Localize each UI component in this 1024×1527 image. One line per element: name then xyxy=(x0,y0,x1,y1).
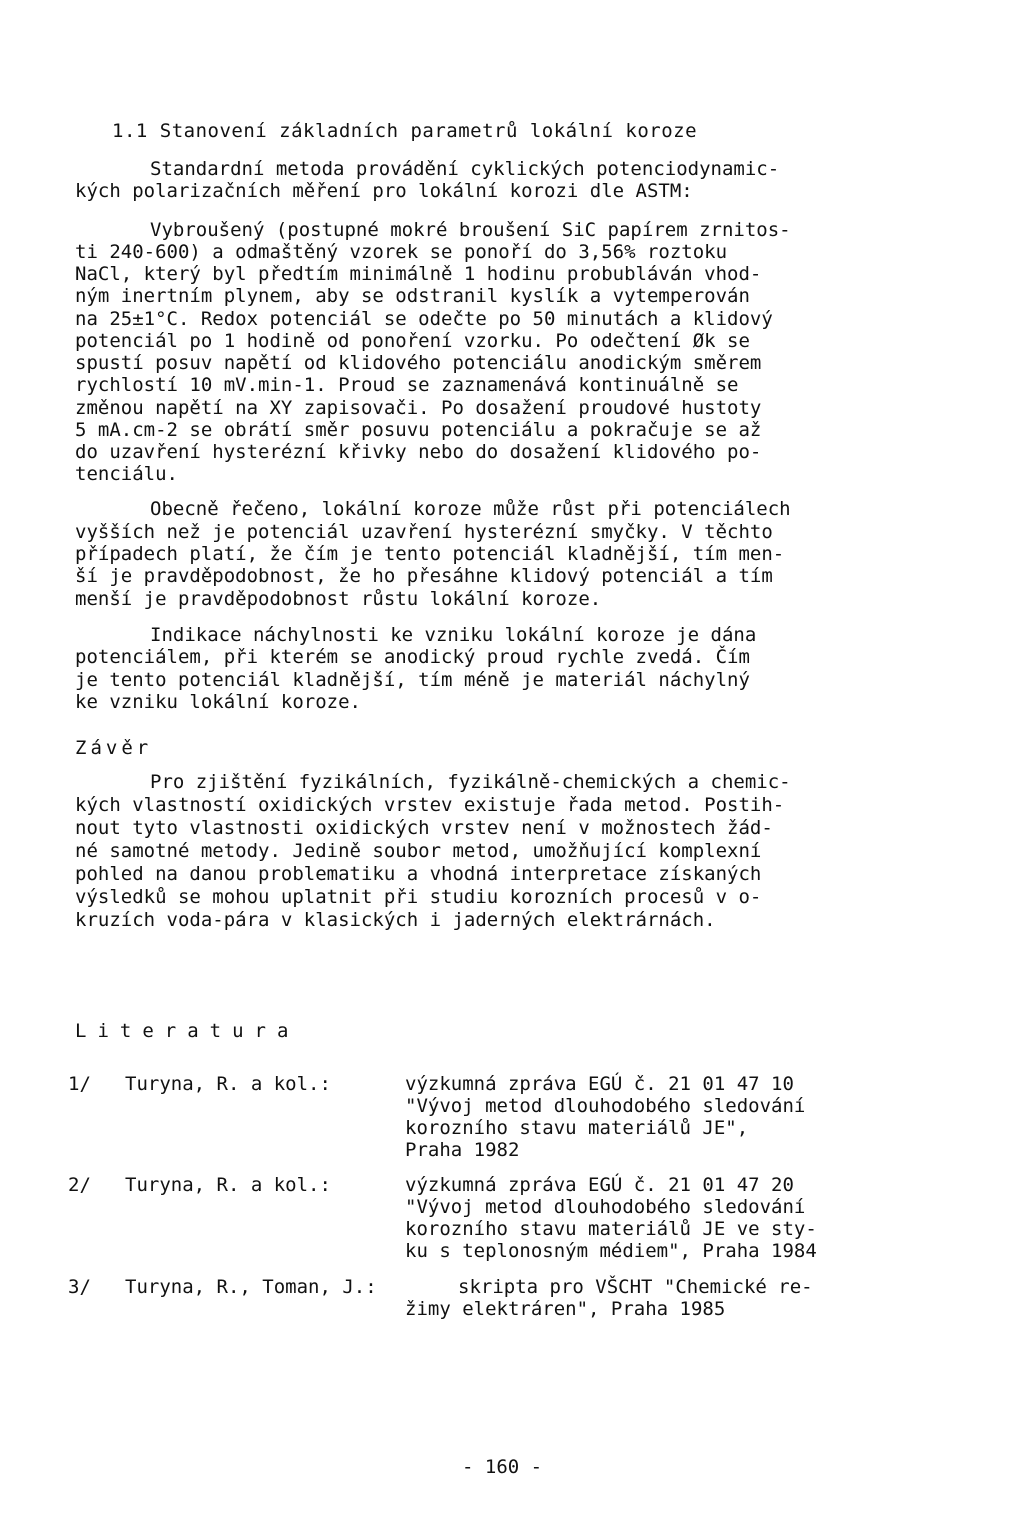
paragraph-line: případech platí, že čím je tento potenciál kladnější, tím men- xyxy=(75,543,785,565)
paragraph-line: ší je pravděpodobnost, že ho přesáhne klidový potenciál a tím xyxy=(75,565,773,587)
paragraph-line: 5 mA.cm-2 se obrátí směr posuvu potenciálu a pokračuje se až xyxy=(75,419,762,441)
literature-title: Literatura xyxy=(75,1020,300,1042)
reference-line: korozního stavu materiálů JE ve sty- xyxy=(405,1218,817,1240)
paragraph-line: Obecně řečeno, lokální koroze může růst při potenciálech xyxy=(150,498,791,520)
paragraph-line: na 25±1°C. Redox potenciál se odečte po 50 minutách a klidový xyxy=(75,308,773,330)
conclusion-line: né samotné metody. Jedině soubor metod, umožňující komplexní xyxy=(75,840,762,862)
reference-line: výzkumná zpráva EGÚ č. 21 01 47 20 xyxy=(405,1174,794,1196)
paragraph-line: rychlostí 10 mV.min-1. Proud se zaznamenává kontinuálně se xyxy=(75,374,739,396)
reference-author: Turyna, R. a kol.: xyxy=(125,1174,331,1196)
paragraph-line: ným inertním plynem, aby se odstranil kyslík a vytemperován xyxy=(75,285,750,307)
reference-number: 1/ xyxy=(68,1073,91,1095)
conclusion-title: Závěr xyxy=(75,737,153,759)
paragraph-line: potenciál po 1 hodině od ponoření vzorku. Po odečtení Øk se xyxy=(75,330,750,352)
reference-line: "Vývoj metod dlouhodobého sledování xyxy=(405,1095,806,1117)
reference-author: Turyna, R., Toman, J.: xyxy=(125,1276,377,1298)
reference-number: 3/ xyxy=(68,1276,91,1298)
paragraph-line: Vybroušený (postupné mokré broušení SiC papírem zrnitos- xyxy=(150,219,791,241)
conclusion-line: kruzích voda-pára v klasických i jaderných elektrárnách. xyxy=(75,909,716,931)
section-title: 1.1 Stanovení základních parametrů lokální koroze xyxy=(112,120,698,142)
reference-line: ku s teplonosným médiem", Praha 1984 xyxy=(405,1240,817,1262)
paragraph-line: ti 240-600) a odmaštěný vzorek se ponoří do 3,56% roztoku xyxy=(75,241,728,263)
paragraph-line: je tento potenciál kladnější, tím méně je materiál náchylný xyxy=(75,669,750,691)
reference-line: žimy elektráren", Praha 1985 xyxy=(405,1298,726,1320)
page-number: - 160 - xyxy=(462,1456,543,1478)
reference-line: skripta pro VŠCHT "Chemické re- xyxy=(458,1276,813,1298)
conclusion-line: nout tyto vlastnosti oxidických vrstev není v možnostech žád- xyxy=(75,817,773,839)
paragraph-line: menší je pravděpodobnost růstu lokální koroze. xyxy=(75,588,602,610)
paragraph-line: do uzavření hysterézní křivky nebo do dosažení klidového po- xyxy=(75,441,762,463)
reference-line: "Vývoj metod dlouhodobého sledování xyxy=(405,1196,806,1218)
paragraph-line: Standardní metoda provádění cyklických potenciodynamic- xyxy=(150,158,780,180)
conclusion-line: pohled na danou problematiku a vhodná interpretace získaných xyxy=(75,863,762,885)
reference-number: 2/ xyxy=(68,1174,91,1196)
reference-author: Turyna, R. a kol.: xyxy=(125,1073,331,1095)
reference-line: korozního stavu materiálů JE", xyxy=(405,1117,749,1139)
conclusion-line: Pro zjištění fyzikálních, fyzikálně-chemických a chemic- xyxy=(150,771,791,793)
paragraph-line: vyšších než je potenciál uzavření hysterézní smyčky. V těchto xyxy=(75,521,773,543)
reference-line: výzkumná zpráva EGÚ č. 21 01 47 10 xyxy=(405,1073,794,1095)
paragraph-line: kých polarizačních měření pro lokální korozi dle ASTM: xyxy=(75,180,693,202)
conclusion-line: kých vlastností oxidických vrstev existuje řada metod. Postih- xyxy=(75,794,785,816)
paragraph-line: potenciálem, při kterém se anodický proud rychle zvedá. Čím xyxy=(75,646,750,668)
paragraph-line: ke vzniku lokální koroze. xyxy=(75,691,361,713)
paragraph-line: změnou napětí na XY zapisovači. Po dosažení proudové hustoty xyxy=(75,397,762,419)
paragraph-line: tenciálu. xyxy=(75,463,178,485)
paragraph-line: Indikace náchylnosti ke vzniku lokální koroze je dána xyxy=(150,624,757,646)
paragraph-line: spustí posuv napětí od klidového potenciálu anodickým směrem xyxy=(75,352,762,374)
paragraph-line: NaCl, který byl předtím minimálně 1 hodinu probubláván vhod- xyxy=(75,263,762,285)
reference-line: Praha 1982 xyxy=(405,1139,520,1161)
conclusion-line: výsledků se mohou uplatnit při studiu korozních procesů v o- xyxy=(75,886,762,908)
